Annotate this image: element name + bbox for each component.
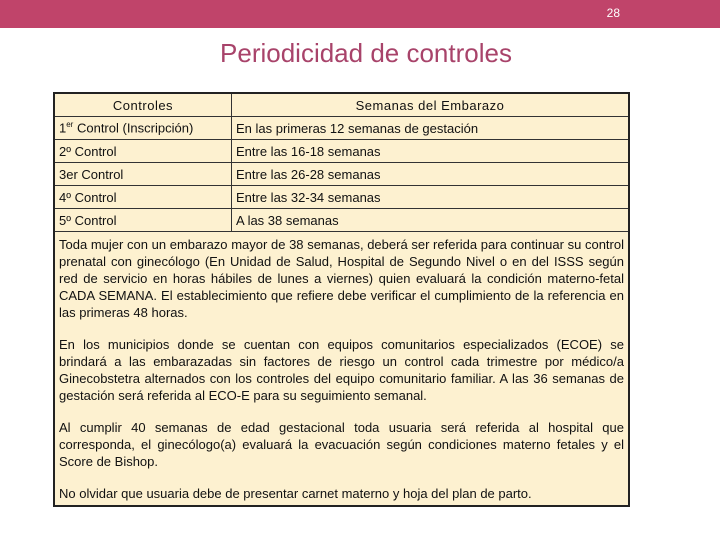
table-row: [55, 186, 628, 209]
semanas-cell: Entre las 32-34 semanas: [232, 186, 629, 209]
controls-document: [53, 92, 630, 507]
control-cell: 2º Control: [55, 140, 232, 163]
table-header-row: [55, 94, 628, 117]
table-row: [55, 209, 628, 232]
note-paragraph-1: Toda mujer con un embarazo mayor de 38 semanas, deberá ser referida para continuar su control prenatal con ginecólogo (En Unidad de Salud, Hospital de Segundo Nivel o en del ISSS según red de servicio en horas hábiles de lunes a viernes) quien evaluará la condición materno-fetal CADA SEMANA. El establecimiento que refiere debe verificar el cumplimiento de la referencia en las primeras 48 horas.: [59, 237, 624, 320]
semanas-cell: Entre las 16-18 semanas: [232, 140, 629, 163]
page-number: 28: [606, 6, 620, 20]
note-paragraph-3: Al cumplir 40 semanas de edad gestacional toda usuaria será referida al hospital que corresponda, el ginecólogo(a) evaluará la evacuación según condiciones materno fetales y el Score de Bishop.: [59, 420, 624, 469]
header-semanas: Semanas del Embarazo: [232, 94, 629, 117]
notes-section: [55, 236, 628, 502]
table-row: [55, 117, 628, 140]
note-paragraph-2: En los municipios donde se cuentan con equipos comunitarios especializados (ECOE) se brindará a las embarazadas sin factores de riesgo un control cada trimestre por médico/a Ginecobstetra alternados con los controles del equipo comunitario familiar. A las 36 semanas de gestación será referida al ECO-E para su seguimiento semanal.: [59, 337, 624, 403]
control-cell: 3er Control: [55, 163, 232, 186]
semanas-cell: Entre las 26-28 semanas: [232, 163, 629, 186]
control-cell: 5º Control: [55, 209, 232, 232]
semanas-cell: A las 38 semanas: [232, 209, 629, 232]
table-row: [55, 163, 628, 186]
controls-table: [55, 94, 628, 232]
header-controles: Controles: [55, 94, 232, 117]
semanas-cell: En las primeras 12 semanas de gestación: [232, 117, 629, 140]
note-paragraph-4: No olvidar que usuaria debe de presentar carnet materno y hoja del plan de parto.: [59, 486, 532, 501]
control-cell: 1er Control (Inscripción): [55, 117, 232, 140]
control-cell: 4º Control: [55, 186, 232, 209]
slide-title: Periodicidad de controles: [220, 38, 512, 68]
table-row: [55, 140, 628, 163]
